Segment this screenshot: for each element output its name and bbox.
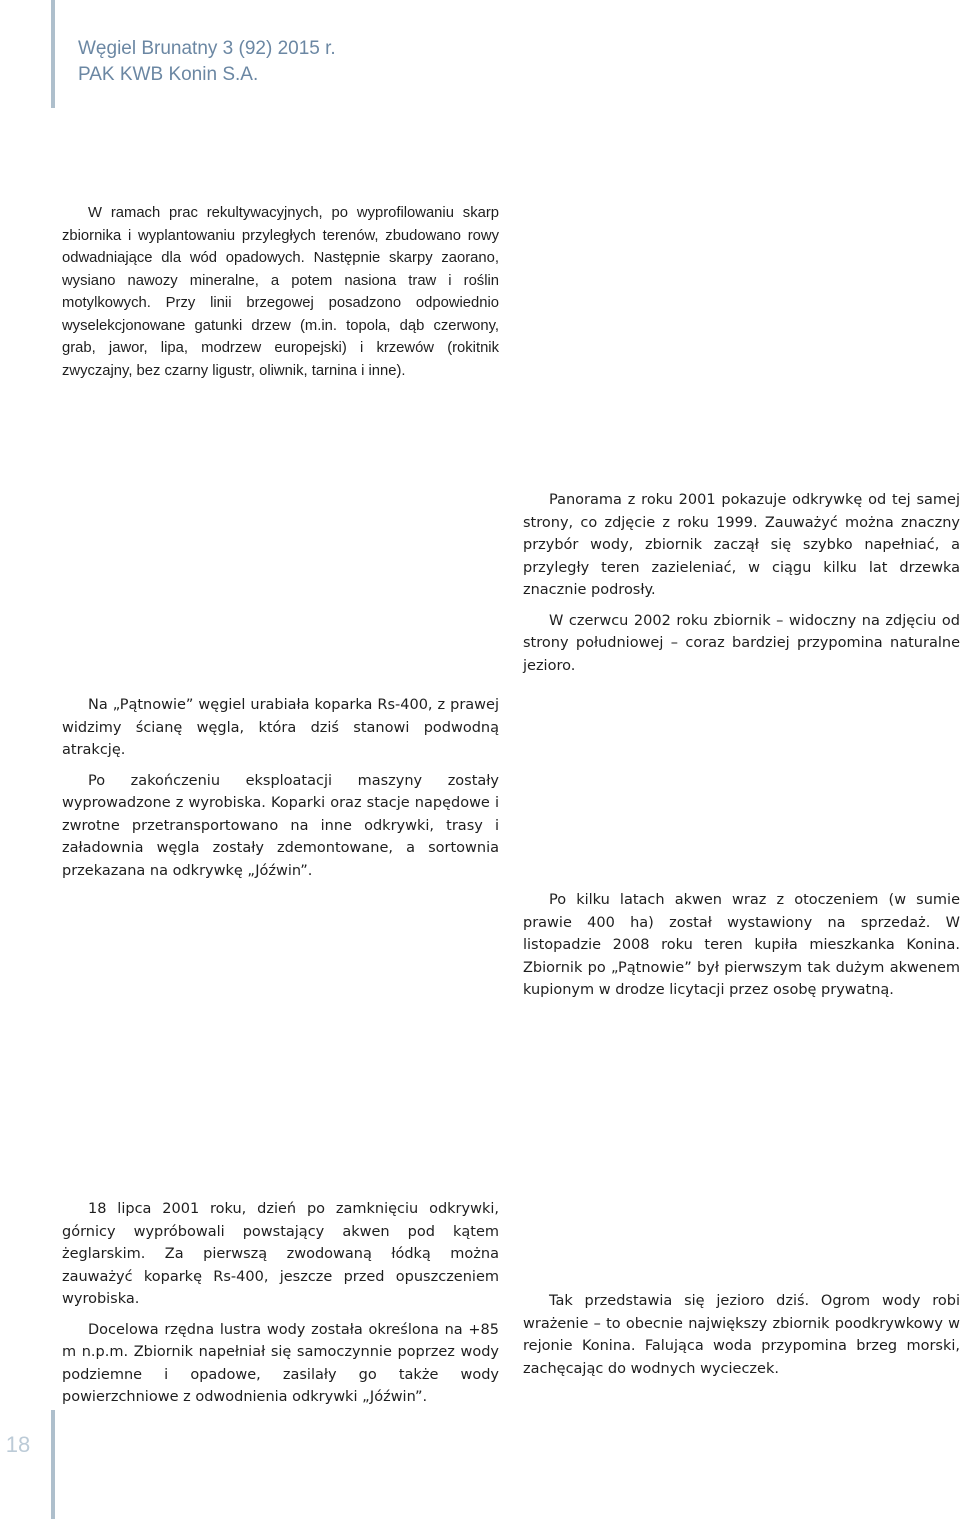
paragraph: W czerwcu 2002 roku zbiornik – widoczny na zdjęciu od strony południowej – coraz bardziej przypomina naturalne jezioro. <box>523 612 960 674</box>
paragraph: 18 lipca 2001 roku, dzień po zamknięciu odkrywki, górnicy wypróbowali powstający akwen pod kątem żeglarskim. Za pierwszą zwodowaną łódką można zauważyć koparkę Rs-400, jeszcze przed opuszczeniem wyrobiska. <box>62 1201 499 1307</box>
paragraph: Po kilku latach akwen wraz z otoczeniem (w sumie prawie 400 ha) został wystawiony na sprzedaż. W listopadzie 2008 roku teren kupiła mieszkanka Konina. Zbiornik po „Pątnowie” był pierwszym tak dużym akwenem kupionym w drodze licytacji przez osobę prywatną. <box>523 892 960 998</box>
text-block-reclamation <box>62 202 499 382</box>
paragraph: W ramach prac rekultywacyjnych, po wyprofilowaniu skarp zbiornika i wyplantowaniu przyległych terenów, zbudowano rowy odwadniające dla wód opadowych. Następnie skarpy zaorano, wysiano nawozy mineralne, a potem nasiona traw i roślin motylkowych. Przy linii brzegowej posadzono odpowiednio wyselekcjonowane gatunki drzew (m.in. topola, dąb czerwony, grab, jawor, lipa, modrzew europejski) i krzewów (rokitnik zwyczajny, bez czarny ligustr, oliwnik, tarnina i inne). <box>62 205 499 379</box>
text-block-lake-today <box>523 1290 960 1380</box>
paragraph: Tak przedstawia się jezioro dziś. Ogrom wody robi wrażenie – to obecnie największy zbiornik poodkrywkowy w rejonie Konina. Falująca woda przypomina brzeg morski, zachęcając do wodnych wycieczek. <box>523 1293 960 1377</box>
text-block-excavator <box>62 694 499 882</box>
text-block-panorama-2001 <box>523 489 960 677</box>
header-accent-bar <box>51 0 55 108</box>
paragraph: Na „Pątnowie” węgiel urabiała koparka Rs-400, z prawej widzimy ścianę węgla, która dziś stanowi podwodną atrakcję. <box>62 697 499 758</box>
paragraph: Panorama z roku 2001 pokazuje odkrywkę od tej samej strony, co zdjęcie z roku 1999. Zauważyć można znaczny przybór wody, zbiornik zaczął się szybko napełniać, a przyległy teren zazieleniać, w ciągu kilku lat drzewka znacznie podrosły. <box>523 492 960 598</box>
paragraph: Docelowa rzędna lustra wody została określona na +85 m n.p.m. Zbiornik napełniał się samoczynnie poprzez wody podziemne i opadowe, zasilały go także wody powierzchniowe z odwodnienia odkrywki „Jóźwin”. <box>62 1321 499 1405</box>
paragraph: Po zakończeniu eksploatacji maszyny zostały wyprowadzone z wyrobiska. Koparki oraz stacje napędowe i zwrotne przetransportowano na inne odkrywki, trasy i załadownia węgla zostały zdemontowane, a sortownia przekazana na odkrywkę „Jóźwin”. <box>62 772 499 879</box>
footer-accent-bar <box>51 1410 55 1519</box>
journal-title: Węgiel Brunatny 3 (92) 2015 r. <box>78 38 336 59</box>
text-block-sailing <box>62 1198 499 1409</box>
page-number: 18 <box>5 1432 31 1457</box>
running-header <box>78 36 336 88</box>
text-block-sale <box>523 889 960 1002</box>
publisher-name: PAK KWB Konin S.A. <box>78 64 259 85</box>
